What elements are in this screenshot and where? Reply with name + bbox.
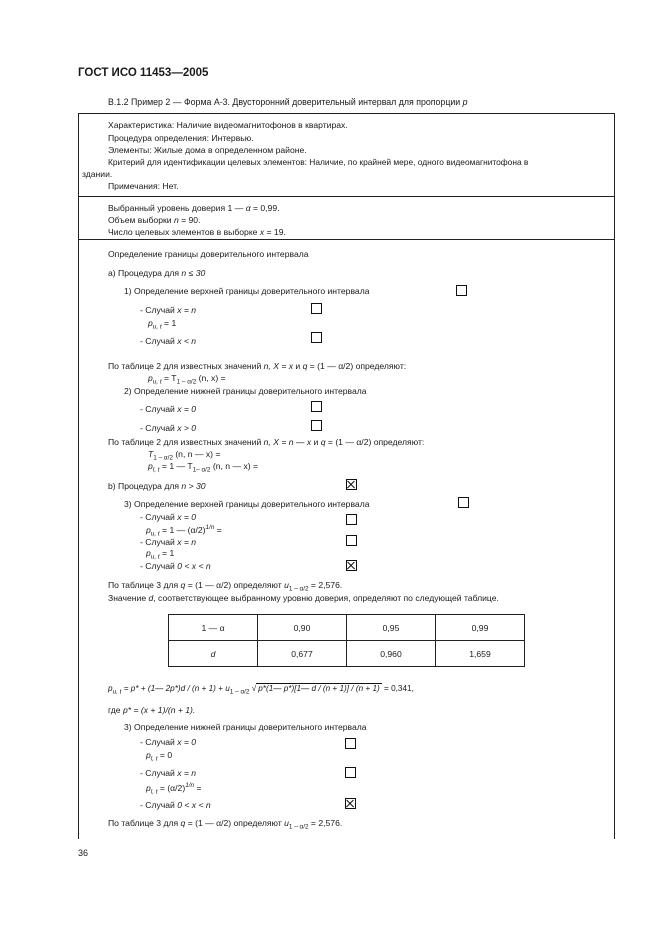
case-x-eq-0-checkbox[interactable]	[311, 401, 322, 412]
b-case-0-lt-x-lt-n: - Случай 0 < x < n	[140, 561, 211, 571]
section-title: Определение границы доверительного интервала	[108, 249, 309, 259]
T-line: $T_{1 - \alpha/2}$ (n, n — x) =	[148, 449, 221, 462]
b-case-x-eq-0: - Случай x = 0	[140, 512, 197, 522]
table-cell: 0,677	[258, 641, 347, 667]
pu-eq-alpha: $p_{u, t} = 1$ — $(\alpha/2)^{1/n}$ =	[146, 524, 222, 538]
divider	[78, 239, 614, 240]
pl-eq-T: $p_{l, t} = 1$ — $T_{1- \alpha/2}$ (n, n — x) =	[148, 461, 259, 474]
b3-checkbox[interactable]	[458, 497, 469, 508]
bl-case-x-eq-n: - Случай x = n	[140, 768, 197, 778]
main-formula: $p_{u, t} = p*$ + (1— $2p*)d / (n + 1) + u_{1 - \alpha/2}$ √ p*(1— p*)[1— d / (n + 1)] / (n + 1) = 0,341,	[108, 684, 414, 696]
d-table-intro: Значение d, соответствующее выбранному уровню доверия, определяют по следующей таблице.	[108, 593, 499, 603]
b-case-x-eq-n: - Случай x = n	[140, 537, 197, 547]
example-caption: В.1.2 Пример 2 — Форма А-3. Двусторонний доверительный интервал для пропорции p	[108, 97, 468, 107]
table2-line-b: По таблице 2 для известных значений n, X = n — x и q = (1 — α/2) определяют:	[108, 437, 425, 447]
pl-eq-alpha: $p_{l, t} = (\alpha/2)^{1/n}$ =	[146, 782, 202, 796]
procedure-line: Процедура определения: Интервью.	[108, 133, 254, 143]
procedure-b: b) Процедура для n > 30	[108, 481, 206, 491]
b-case-x-eq-n-checkbox[interactable]	[346, 535, 357, 546]
a1-checkbox[interactable]	[456, 285, 467, 296]
table-cell: 1,659	[436, 641, 525, 667]
table3-line: По таблице 3 для q = (1 — α/2) определяют $u_{1 - \alpha/2} = 2,576$.	[108, 580, 343, 593]
table-cell: 0,99	[436, 615, 525, 641]
case-x-gt-0-checkbox[interactable]	[311, 420, 322, 431]
table-cell: 0,90	[258, 615, 347, 641]
case-x-gt-0: - Случай x > 0	[140, 423, 197, 433]
table-row	[169, 615, 525, 641]
a1-upper-bound: 1) Определение верхней границы доверительного интервала	[124, 286, 370, 296]
elements-line: Элементы: Жилые дома в определенном районе.	[108, 145, 307, 155]
document-header: ГОСТ ИСО 11453—2005	[78, 67, 209, 79]
pu-eq-1-b: $p_{u, t} = 1$	[146, 548, 175, 561]
procedure-b-checkbox-checked[interactable]	[346, 479, 357, 490]
table-row	[169, 641, 525, 667]
table-cell: d	[169, 641, 258, 667]
table3-final-line: По таблице 3 для q = (1 — α/2) определяют $u_{1 - \alpha/2} = 2,576$.	[108, 818, 343, 831]
table-cell: 0,95	[347, 615, 436, 641]
bl-case-x-eq-n-checkbox[interactable]	[345, 767, 356, 778]
a2-lower-bound: 2) Определение нижней границы доверительного интервала	[124, 386, 367, 396]
bl-case-0-lt-x-lt-n-checkbox-checked[interactable]	[345, 798, 356, 809]
table-cell: 1 — α	[169, 615, 258, 641]
procedure-a: а) Процедура для n ≤ 30	[108, 268, 206, 278]
case-x-lt-n-checkbox[interactable]	[311, 332, 322, 343]
pu-eq-1: $p_{u, t} = 1$	[148, 318, 177, 331]
b-case-0-lt-x-lt-n-checkbox-checked[interactable]	[346, 560, 357, 571]
case-x-lt-n: - Случай x < n	[140, 336, 197, 346]
case-x-eq-n-checkbox[interactable]	[311, 303, 322, 314]
bl-case-x-eq-0-checkbox[interactable]	[345, 738, 356, 749]
case-x-eq-n: - Случай x = n	[140, 305, 197, 315]
characteristic-line: Характеристика: Наличие видеомагнитофонов в квартирах.	[108, 120, 348, 130]
table2-line: По таблице 2 для известных значений n, X = x и q = (1 — α/2) определяют:	[108, 361, 407, 371]
target-count: Число целевых элементов в выборке x = 19.	[108, 227, 286, 237]
pu-eq-T: $p_{u, t} = T_{1 - \alpha/2}$ (n, x) =	[148, 373, 226, 386]
table-cell: 0,960	[347, 641, 436, 667]
b3-upper-bound: 3) Определение верхней границы доверительного интервала	[124, 499, 370, 509]
confidence-level: Выбранный уровень доверия 1 — α = 0,99.	[108, 203, 280, 213]
sample-size: Объем выборки n = 90.	[108, 215, 201, 225]
notes-line: Примечания: Нет.	[108, 181, 179, 191]
criterion-line: Критерий для идентификации целевых элементов: Наличие, по крайней мере, одного видеомагнитофона в	[108, 157, 529, 167]
b-case-x-eq-0-checkbox[interactable]	[346, 514, 357, 525]
where-line: где p* = (x + 1)/(n + 1).	[108, 705, 196, 715]
bl-case-x-eq-0: - Случай x = 0	[140, 737, 197, 747]
page-number: 36	[78, 848, 89, 858]
b3-lower-bound: 3) Определение нижней границы доверительного интервала	[124, 722, 367, 732]
d-table	[168, 614, 525, 667]
pl-eq-0: $p_{l, t} = 0$	[146, 750, 173, 763]
bl-case-0-lt-x-lt-n: - Случай 0 < x < n	[140, 800, 211, 810]
case-x-eq-0: - Случай x = 0	[140, 404, 197, 414]
criterion-line-cont: здании.	[82, 169, 113, 179]
divider	[78, 196, 614, 197]
